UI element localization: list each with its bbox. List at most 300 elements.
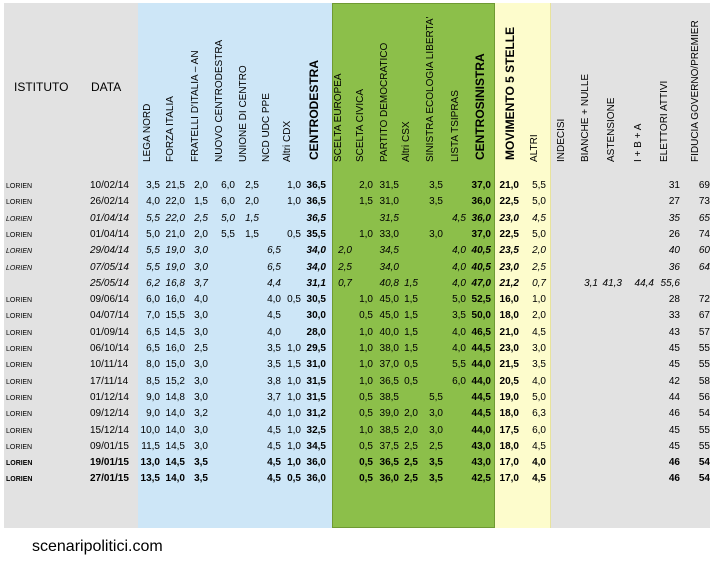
cell-value: 4,5 (267, 310, 281, 322)
cell-value: 4,0 (452, 245, 466, 257)
column-header-3 (211, 2, 229, 172)
cell-value: 31,5 (306, 375, 326, 387)
cell-value: 33 (668, 310, 680, 322)
cell-value: 45 (668, 359, 680, 371)
cell-value: 31,5 (379, 212, 399, 224)
table-row (0, 374, 714, 390)
cell-value: 23,5 (499, 245, 519, 257)
cell-value: 36,0 (306, 473, 326, 485)
cell-value: 37,0 (471, 180, 491, 191)
cell-value: 2,5 (194, 343, 208, 354)
cell-date: 27/01/15 (90, 473, 129, 485)
cell-istituto: LORIEN (6, 248, 33, 256)
cell-value: 35 (668, 212, 680, 224)
cell-value: 22,0 (165, 212, 185, 224)
cell-value: 45 (668, 440, 680, 452)
column-header-label: FIDUCIA GOVERNO/PREMIER (690, 20, 701, 162)
cell-value: 2,5 (245, 180, 259, 191)
cell-value: 23,0 (499, 343, 519, 354)
cell-date: 25/05/14 (90, 277, 129, 289)
cell-value: 72 (698, 294, 710, 306)
column-header-10 (376, 2, 394, 172)
cell-value: 1,5 (359, 196, 373, 208)
column-header-12 (422, 2, 440, 172)
cell-value: 4,5 (267, 473, 281, 485)
cell-value: 42 (668, 375, 680, 387)
cell-value: 1,0 (287, 457, 301, 469)
cell-value: 2,0 (194, 180, 208, 191)
cell-value: 1,0 (287, 391, 301, 403)
cell-date: 26/02/14 (90, 196, 129, 208)
cell-value: 44,4 (634, 277, 654, 289)
cell-value: 2,0 (404, 424, 418, 436)
cell-value: 36,5 (306, 196, 326, 208)
table-row (0, 194, 714, 210)
cell-value: 1,5 (404, 277, 418, 289)
column-header-5 (258, 2, 276, 172)
cell-value: 5,5 (429, 391, 443, 403)
cell-value: 38,0 (379, 343, 399, 354)
cell-value: 4,0 (532, 375, 546, 387)
cell-value: 0,5 (359, 310, 373, 322)
cell-value: 0,5 (359, 391, 373, 403)
cell-value: 2,5 (338, 261, 352, 273)
cell-value: 3,0 (194, 440, 208, 452)
cell-value: 3,0 (194, 261, 208, 273)
cell-value: 21,5 (165, 180, 185, 191)
cell-value: 31,5 (306, 391, 326, 403)
cell-value: 55 (698, 424, 710, 436)
table-row (0, 276, 714, 292)
cell-date: 09/01/15 (90, 440, 129, 452)
cell-value: 33,0 (379, 228, 399, 240)
cell-value: 4,0 (532, 457, 546, 469)
column-header-0 (139, 2, 157, 172)
cell-value: 1,5 (404, 294, 418, 306)
cell-value: 14,0 (165, 473, 185, 485)
cell-istituto: LORIEN (6, 346, 33, 353)
cell-value: 3,0 (194, 424, 208, 436)
cell-value: 6,5 (146, 343, 160, 354)
column-header-label: FORZA ITALIA (165, 96, 176, 162)
cell-istituto: LORIEN (6, 476, 33, 484)
cell-value: 9,0 (146, 391, 160, 403)
cell-value: 34,5 (379, 245, 399, 257)
cell-value: 3,0 (194, 375, 208, 387)
cell-value: 1,0 (287, 180, 301, 191)
cell-value: 2,0 (245, 196, 259, 208)
cell-value: 22,0 (165, 196, 185, 208)
cell-value: 44 (668, 391, 680, 403)
cell-value: 4,0 (146, 196, 160, 208)
cell-value: 22,5 (499, 228, 519, 240)
cell-value: 18,0 (499, 440, 519, 452)
cell-value: 17,5 (499, 424, 519, 436)
cell-value: 45 (668, 424, 680, 436)
table-row (0, 178, 714, 194)
column-header-label: SCELTA EUROPEA (333, 73, 344, 162)
cell-value: 36,5 (379, 375, 399, 387)
cell-value: 37,0 (379, 359, 399, 371)
cell-value: 1,0 (532, 294, 546, 306)
cell-value: 44,0 (471, 359, 491, 371)
column-header-label: FRATELLI D'ITALIA – AN (190, 50, 201, 162)
cell-value: 3,0 (429, 424, 443, 436)
cell-value: 46,5 (471, 326, 491, 338)
column-header-6 (279, 2, 297, 172)
cell-value: 0,5 (359, 408, 373, 420)
cell-istituto: LORIEN (6, 329, 33, 337)
column-header-8 (330, 2, 348, 172)
cell-value: 34,5 (306, 440, 326, 452)
cell-value: 6,0 (532, 424, 546, 436)
cell-value: 31,5 (379, 180, 399, 191)
cell-value: 3,5 (429, 196, 443, 208)
cell-value: 56 (698, 391, 710, 403)
cell-value: 2,0 (338, 245, 352, 257)
cell-value: 43,0 (471, 440, 491, 452)
cell-value: 3,1 (584, 277, 598, 289)
cell-value: 0,5 (287, 228, 301, 240)
column-header-7 (305, 2, 323, 172)
cell-value: 5,5 (532, 180, 546, 191)
cell-value: 54 (698, 457, 710, 469)
cell-value: 46 (668, 473, 680, 485)
cell-value: 3,5 (452, 310, 466, 322)
table-row (0, 260, 714, 276)
cell-value: 4,5 (267, 440, 281, 452)
cell-value: 15,5 (165, 310, 185, 322)
cell-value: 17,0 (499, 473, 519, 485)
table-row (0, 227, 714, 243)
cell-value: 4,5 (267, 424, 281, 436)
cell-value: 0,5 (359, 440, 373, 452)
cell-value: 0,5 (287, 294, 301, 306)
cell-value: 30,0 (306, 310, 326, 322)
cell-value: 31,2 (306, 408, 326, 420)
cell-value: 45,0 (379, 310, 399, 322)
cell-value: 57 (698, 326, 710, 338)
column-header-20 (630, 2, 648, 172)
column-header-label: Altri CDX (282, 120, 293, 162)
column-header-label: CENTRODESTRA (307, 59, 321, 160)
cell-value: 6,0 (221, 180, 235, 191)
cell-value: 58 (698, 375, 710, 387)
cell-value: 5,5 (221, 228, 235, 240)
cell-value: 2,5 (404, 473, 418, 485)
cell-value: 40,0 (379, 326, 399, 338)
cell-value: 4,0 (452, 277, 466, 289)
cell-value: 2,5 (404, 457, 418, 469)
cell-value: 65 (698, 212, 710, 224)
column-header-label: LEGA NORD (142, 103, 153, 162)
cell-value: 5,5 (146, 261, 160, 273)
cell-value: 0,7 (338, 277, 352, 289)
cell-value: 2,0 (404, 408, 418, 420)
cell-value: 44,5 (471, 408, 491, 420)
cell-date: 01/09/14 (90, 326, 129, 338)
cell-value: 55 (698, 440, 710, 452)
cell-date: 09/06/14 (90, 294, 129, 306)
cell-value: 40 (668, 245, 680, 257)
cell-value: 11,5 (141, 440, 160, 452)
cell-value: 50,0 (471, 310, 491, 322)
cell-value: 40,5 (471, 261, 491, 273)
cell-date: 17/11/14 (90, 375, 129, 387)
cell-value: 6,5 (267, 261, 281, 273)
cell-value: 69 (698, 180, 710, 191)
cell-value: 4,4 (267, 277, 281, 289)
cell-istituto: LORIEN (6, 215, 33, 223)
cell-istituto: LORIEN (6, 427, 33, 435)
cell-value: 4,5 (267, 457, 281, 469)
cell-value: 1,0 (359, 375, 373, 387)
column-header-label: BIANCHE + NULLE (580, 73, 591, 162)
table-row (0, 423, 714, 439)
cell-date: 10/11/14 (90, 359, 129, 371)
cell-value: 10,0 (140, 424, 160, 436)
cell-value: 6,0 (221, 196, 235, 208)
cell-date: 01/04/14 (90, 212, 129, 224)
column-header-11 (398, 2, 416, 172)
cell-value: 38,5 (379, 391, 399, 403)
column-header-label: Altri CSX (401, 121, 412, 162)
cell-value: 2,0 (532, 310, 546, 322)
cell-value: 4,0 (267, 408, 281, 420)
column-header-18 (577, 2, 595, 172)
cell-value: 28,0 (306, 326, 326, 338)
cell-value: 37,5 (379, 440, 399, 452)
cell-value: 64 (698, 261, 710, 273)
cell-value: 16,0 (165, 343, 185, 354)
cell-value: 0,5 (359, 457, 373, 469)
table-row (0, 471, 714, 487)
cell-value: 5,0 (221, 212, 235, 224)
cell-value: 2,5 (404, 440, 418, 452)
cell-value: 32,5 (306, 424, 326, 436)
cell-value: 4,0 (452, 326, 466, 338)
cell-value: 2,0 (194, 228, 208, 240)
column-header-label: INDECISI (556, 118, 567, 162)
cell-value: 45,0 (379, 294, 399, 306)
header-data: DATA (91, 80, 122, 94)
cell-value: 1,0 (359, 228, 373, 240)
cell-value: 5,0 (452, 294, 466, 306)
cell-value: 36,0 (471, 212, 491, 224)
cell-value: 6,2 (146, 277, 160, 289)
cell-value: 46 (668, 408, 680, 420)
cell-value: 3,5 (532, 359, 546, 371)
cell-istituto: LORIEN (6, 264, 33, 272)
cell-value: 1,5 (245, 228, 259, 240)
cell-value: 17,0 (499, 457, 519, 469)
table-row (0, 390, 714, 406)
cell-value: 4,0 (194, 294, 208, 306)
cell-value: 16,0 (165, 294, 185, 306)
cell-value: 28 (668, 294, 680, 306)
cell-value: 6,5 (146, 326, 160, 338)
cell-value: 19,0 (165, 245, 185, 257)
cell-value: 3,5 (194, 457, 208, 469)
column-header-22 (687, 2, 705, 172)
cell-value: 3,5 (429, 180, 443, 191)
cell-value: 55 (698, 343, 710, 354)
cell-value: 3,0 (194, 391, 208, 403)
table-row (0, 406, 714, 422)
cell-value: 31,1 (306, 277, 326, 289)
cell-value: 26 (668, 228, 680, 240)
cell-value: 67 (698, 310, 710, 322)
cell-value: 37,0 (471, 228, 491, 240)
cell-istituto: LORIEN (6, 394, 33, 402)
cell-value: 13,0 (140, 457, 160, 469)
cell-value: 20,5 (499, 375, 519, 387)
cell-value: 5,0 (532, 391, 546, 403)
cell-value: 5,5 (146, 245, 160, 257)
cell-value: 16,8 (165, 277, 185, 289)
cell-value: 42,5 (471, 473, 491, 485)
cell-value: 38,5 (379, 424, 399, 436)
cell-value: 1,5 (404, 310, 418, 322)
cell-value: 6,0 (452, 375, 466, 387)
cell-istituto: LORIEN (6, 297, 33, 305)
cell-istituto: LORIEN (6, 231, 33, 239)
cell-value: 3,5 (429, 457, 443, 469)
cell-value: 6,3 (532, 408, 546, 420)
column-header-4 (235, 2, 253, 172)
column-header-21 (656, 2, 674, 172)
cell-istituto: LORIEN (6, 443, 33, 451)
cell-value: 3,5 (429, 473, 443, 485)
cell-date: 01/04/14 (90, 228, 129, 240)
cell-value: 36,0 (306, 457, 326, 469)
cell-istituto: LORIEN (6, 313, 33, 321)
cell-value: 4,5 (532, 440, 546, 452)
column-header-label: SINISTRA ECOLOGIA LIBERTA' (425, 16, 436, 162)
cell-value: 1,0 (287, 375, 301, 387)
column-header-label: NUOVO CENTRODESTRA (214, 39, 225, 162)
cell-date: 04/07/14 (90, 310, 129, 322)
cell-value: 1,0 (359, 326, 373, 338)
cell-value: 4,0 (452, 343, 466, 354)
cell-value: 55,6 (660, 277, 680, 289)
cell-value: 4,0 (267, 326, 281, 338)
cell-value: 0,5 (359, 473, 373, 485)
column-header-label: PARTITO DEMOCRATICO (379, 42, 390, 162)
cell-value: 21,0 (499, 326, 519, 338)
column-header-14 (471, 2, 489, 172)
cell-value: 54 (698, 408, 710, 420)
table-row (0, 308, 714, 324)
cell-value: 5,0 (532, 228, 546, 240)
cell-istituto: LORIEN (6, 460, 33, 468)
cell-value: 34,0 (379, 261, 399, 273)
table-row (0, 211, 714, 227)
column-header-label: ASTENSIONE (606, 97, 617, 162)
cell-value: 15,0 (165, 359, 185, 371)
cell-value: 22,5 (499, 196, 519, 208)
column-header-label: MOVIMENTO 5 STELLE (503, 26, 517, 160)
cell-value: 34,0 (306, 261, 326, 273)
cell-value: 6,5 (267, 245, 281, 257)
table-row (0, 455, 714, 471)
cell-value: 2,5 (194, 212, 208, 224)
column-header-19 (603, 2, 621, 172)
cell-istituto: LORIEN (6, 199, 33, 207)
table-row (0, 243, 714, 259)
cell-value: 73 (698, 196, 710, 208)
column-header-13 (447, 2, 465, 172)
cell-value: 14,5 (165, 440, 185, 452)
cell-value: 3,0 (194, 310, 208, 322)
cell-value: 4,0 (452, 261, 466, 273)
cell-value: 14,5 (165, 457, 185, 469)
cell-istituto: LORIEN (6, 183, 33, 190)
cell-value: 4,0 (267, 294, 281, 306)
cell-value: 14,5 (165, 326, 185, 338)
cell-value: 36,5 (306, 212, 326, 224)
cell-value: 19,0 (499, 391, 519, 403)
column-header-16 (526, 2, 544, 172)
cell-value: 14,8 (165, 391, 185, 403)
cell-value: 1,0 (287, 424, 301, 436)
cell-value: 14,0 (165, 424, 185, 436)
cell-value: 43 (668, 326, 680, 338)
cell-value: 18,0 (499, 310, 519, 322)
table-row (0, 341, 714, 357)
table-row (0, 439, 714, 455)
cell-value: 1,0 (359, 424, 373, 436)
cell-value: 31,0 (379, 196, 399, 208)
cell-date: 06/10/14 (90, 343, 129, 354)
cell-istituto: LORIEN (6, 411, 33, 419)
cell-value: 39,0 (379, 408, 399, 420)
cell-value: 23,0 (499, 212, 519, 224)
cell-value: 9,0 (146, 408, 160, 420)
cell-value: 2,5 (532, 261, 546, 273)
cell-value: 36,5 (379, 457, 399, 469)
cell-value: 36,5 (306, 180, 326, 191)
cell-value: 4,5 (532, 473, 546, 485)
cell-value: 35,5 (306, 228, 326, 240)
cell-value: 36 (668, 261, 680, 273)
cell-value: 52,5 (471, 294, 491, 306)
cell-value: 3,5 (267, 359, 281, 371)
cell-value: 44,0 (471, 375, 491, 387)
cell-value: 3,7 (194, 277, 208, 289)
cell-value: 5,0 (146, 228, 160, 240)
cell-istituto: LORIEN (6, 378, 33, 386)
cell-value: 2,5 (429, 440, 443, 452)
cell-value: 40,5 (471, 245, 491, 257)
cell-value: 44,0 (471, 424, 491, 436)
cell-value: 36,0 (471, 196, 491, 208)
column-header-17 (553, 2, 571, 172)
table-row (0, 357, 714, 373)
cell-value: 0,5 (287, 473, 301, 485)
cell-value: 45 (668, 343, 680, 354)
cell-value: 1,0 (359, 343, 373, 354)
cell-value: 36,0 (379, 473, 399, 485)
cell-value: 1,5 (245, 212, 259, 224)
cell-value: 47,0 (471, 277, 491, 289)
column-header-15 (501, 2, 519, 172)
cell-date: 07/05/14 (90, 261, 129, 273)
cell-value: 1,0 (287, 343, 301, 354)
cell-value: 40,8 (379, 277, 399, 289)
column-header-label: SCELTA CIVICA (355, 89, 366, 162)
cell-value: 31,0 (306, 359, 326, 371)
